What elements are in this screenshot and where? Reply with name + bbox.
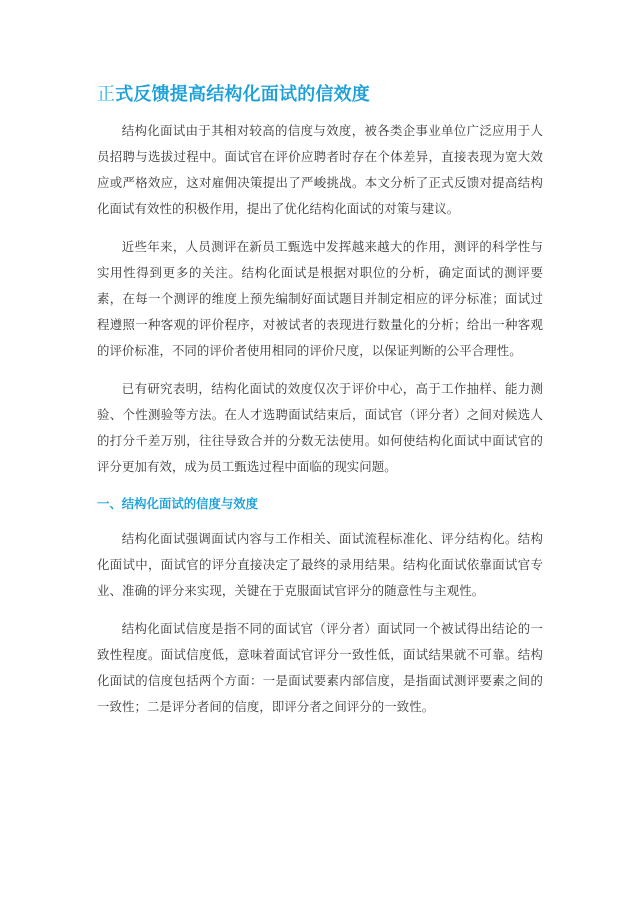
intro-paragraph-3: 已有研究表明，结构化面试的效度仅次于评价中心，高于工作抽样、能力测验、个性测验等方法。在人才选聘面试结束后，面试官（评分者）之间对候选人的打分千差万别，往往导致合并的分数无法使用。如何使结构化面试中面试官的评分更加有效，成为员工甄选过程中面临的现实问题。 xyxy=(97,381,543,474)
article-title-rest: 式反馈提高结构化面试的信效度 xyxy=(115,84,371,105)
intro-paragraph-1: 结构化面试由于其相对较高的信度与效度，被各类企事业单位广泛应用于人员招聘与选拔过程中。面试官在评价应聘者时存在个体差异，直接表现为宽大效应或严格效应，这对雇佣决策提出了严峻挑战。本文分析了正式反馈对提高结构化面试有效性的积极作用，提出了优化结构化面试的对策与建议。 xyxy=(97,123,543,216)
section-1-paragraph-2: 结构化面试信度是指不同的面试官（评分者）面试同一个被试得出结论的一致性程度。面试信度低，意味着面试官评分一致性低，面试结果就不可靠。结构化面试的信度包括两个方面：一是面试要素内部信度，是指面试测评要素之间的一致性；二是评分者间的信度，即评分者之间评分的一致性。 xyxy=(97,621,543,714)
intro-paragraph-2: 近些年来，人员测评在新员工甄选中发挥越来越大的作用，测评的科学性与实用性得到更多的关注。结构化面试是根据对职位的分析，确定面试的测评要素，在每一个测评的维度上预先编制好面试题目并制定相应的评分标准；面试过程遵照一种客观的评价程序，对被试者的表现进行数量化的分析；给出一种客观的评价标准，不同的评价者使用相同的评价尺度，以保证判断的公平合理性。 xyxy=(97,239,543,358)
section-1-heading: 一、结构化面试的信度与效度 xyxy=(97,496,259,511)
section-1-paragraph-1: 结构化面试强调面试内容与工作相关、面试流程标准化、评分结构化。结构化面试中，面试官的评分直接决定了最终的录用结果。结构化面试依靠面试官专业、准确的评分来实现，关键在于克服面试官评分的随意性与主观性。 xyxy=(97,531,543,598)
article-title xyxy=(97,82,543,108)
article-title-first-char: 正 xyxy=(97,84,116,105)
